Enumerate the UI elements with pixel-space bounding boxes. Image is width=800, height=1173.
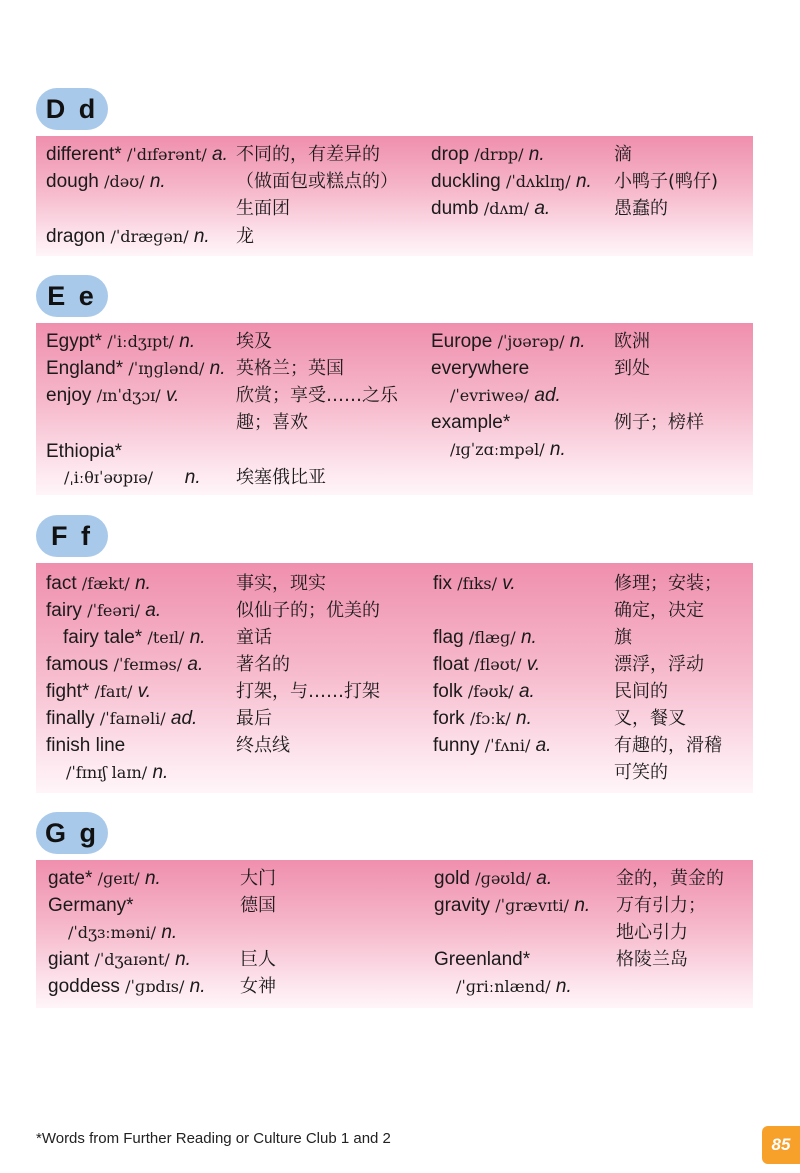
entry-meaning: 可笑的	[614, 762, 668, 783]
entry-word-line: enjoy /ɪnˈdʒɔɪ/ v.	[46, 385, 180, 406]
entry-meaning: 打架，与……打架	[236, 681, 380, 702]
entry-meaning: 埃及	[236, 331, 272, 352]
entry-meaning: 童话	[236, 627, 272, 648]
entry-word-line: Ethiopia*	[46, 441, 123, 462]
entry-meaning: 著名的	[236, 654, 290, 675]
entry-meaning: 格陵兰岛	[616, 949, 688, 970]
entry-word-line: flag /flæɡ/ n.	[433, 627, 537, 648]
entry-meaning: 欧洲	[614, 331, 650, 352]
entry-word-line: fix /fɪks/ v.	[433, 573, 516, 594]
entry-word-line: England* /ˈɪŋɡlənd/ n.	[46, 358, 226, 379]
entry-meaning: 金的，黄金的	[616, 868, 724, 889]
entry-meaning: 例子；榜样	[614, 412, 704, 433]
entry-meaning: 趣；喜欢	[236, 412, 308, 433]
entry-meaning: 地心引力	[616, 922, 688, 943]
entry-word-line: drop /drɒp/ n.	[431, 144, 545, 165]
entry-pron-line: /ɪɡˈzɑːmpəl/ n.	[450, 439, 566, 460]
entry-word-line: finally /ˈfaɪnəli/ ad.	[46, 708, 198, 729]
entry-meaning: 埃塞俄比亚	[236, 467, 326, 488]
entry-meaning: 欣赏；享受……之乐	[236, 385, 398, 406]
entry-word-line: Greenland*	[434, 949, 531, 970]
entry-word-line: dumb /dʌm/ a.	[431, 198, 551, 219]
entry-meaning: 事实，现实	[236, 573, 326, 594]
entry-word-line: Germany*	[48, 895, 134, 916]
entry-word-line: giant /ˈdʒaɪənt/ n.	[48, 949, 191, 970]
entry-meaning: 有趣的，滑稽	[614, 735, 722, 756]
entry-word-line: dragon /ˈdræɡən/ n.	[46, 226, 210, 247]
entry-meaning: 民间的	[614, 681, 668, 702]
entry-word-line: Europe /ˈjʊərəp/ n.	[431, 331, 586, 352]
entry-pron-line: /ˈevriweə/ ad.	[450, 385, 561, 406]
entry-meaning: 万有引力；	[616, 895, 706, 916]
entry-word-line: float /fləʊt/ v.	[433, 654, 541, 675]
entry-meaning: 旗	[614, 627, 632, 648]
entry-word-line: different* /ˈdɪfərənt/ a.	[46, 144, 228, 165]
entries-band	[36, 563, 753, 793]
entry-meaning: 英格兰；英国	[236, 358, 344, 379]
entry-word-line: famous /ˈfeɪməs/ a.	[46, 654, 204, 675]
entry-word-line: gate* /ɡeɪt/ n.	[48, 868, 161, 889]
entry-meaning: 到处	[614, 358, 650, 379]
entry-meaning: 最后	[236, 708, 272, 729]
page-number: 85	[762, 1126, 800, 1164]
entry-meaning: 龙	[236, 226, 254, 247]
entry-meaning: 叉，餐叉	[614, 708, 686, 729]
entry-word-line: fact /fækt/ n.	[46, 573, 151, 594]
entry-meaning: 巨人	[240, 949, 276, 970]
entry-word-line: funny /ˈfʌni/ a.	[433, 735, 552, 756]
entry-meaning: 漂浮，浮动	[614, 654, 704, 675]
entry-word-line: folk /fəʊk/ a.	[433, 681, 535, 702]
letter-heading: D d	[36, 88, 108, 130]
entry-meaning: 大门	[240, 868, 276, 889]
entry-word-line: fight* /faɪt/ v.	[46, 681, 152, 702]
entries-band	[36, 136, 753, 256]
entry-meaning: （做面包或糕点的）	[236, 171, 398, 192]
entry-word-line: finish line	[46, 735, 126, 756]
entry-meaning: 修理；安装；	[614, 573, 722, 594]
entry-word-line: duckling /ˈdʌklɪŋ/ n.	[431, 171, 592, 192]
entry-word-line: fairy /ˈfeəri/ a.	[46, 600, 162, 621]
entry-pron-line: /ˈɡriːnlænd/ n.	[456, 976, 572, 997]
entry-word-line: dough /dəʊ/ n.	[46, 171, 166, 192]
entry-meaning: 终点线	[236, 735, 290, 756]
entry-word-line: gravity /ˈɡrævɪti/ n.	[434, 895, 591, 916]
entry-meaning: 女神	[240, 976, 276, 997]
entry-meaning: 德国	[240, 895, 276, 916]
entry-meaning: 愚蠢的	[614, 198, 668, 219]
letter-heading: E e	[36, 275, 108, 317]
entry-word-line: fork /fɔːk/ n.	[433, 708, 532, 729]
entry-meaning: 确定，决定	[614, 600, 704, 621]
entry-meaning: 不同的，有差异的	[236, 144, 380, 165]
entry-word-line: everywhere	[431, 358, 530, 379]
entries-band	[36, 860, 753, 1008]
entries-band	[36, 323, 753, 495]
entry-pron-line: /ˈfɪnɪʃ laɪn/ n.	[66, 762, 169, 783]
entry-word-line: fairy tale* /teɪl/ n.	[63, 627, 206, 648]
entry-meaning: 似仙子的；优美的	[236, 600, 380, 621]
entry-word-line: gold /ɡəʊld/ a.	[434, 868, 553, 889]
entry-word-line: goddess /ˈɡɒdɪs/ n.	[48, 976, 206, 997]
entry-pron-line: /ˈdʒɜːməni/ n.	[68, 922, 178, 943]
entry-pron-line: /ˌiːθɪˈəʊpɪə/ n.	[64, 467, 201, 488]
entry-word-line: Egypt* /ˈiːdʒɪpt/ n.	[46, 331, 196, 352]
entry-meaning: 生面团	[236, 198, 290, 219]
entry-word-line: example*	[431, 412, 511, 433]
letter-heading: G g	[36, 812, 108, 854]
entry-meaning: 小鸭子(鸭仔)	[614, 171, 719, 192]
footnote: *Words from Further Reading or Culture Club 1 and 2	[36, 1130, 391, 1147]
entry-meaning: 滴	[614, 144, 632, 165]
letter-heading: F f	[36, 515, 108, 557]
